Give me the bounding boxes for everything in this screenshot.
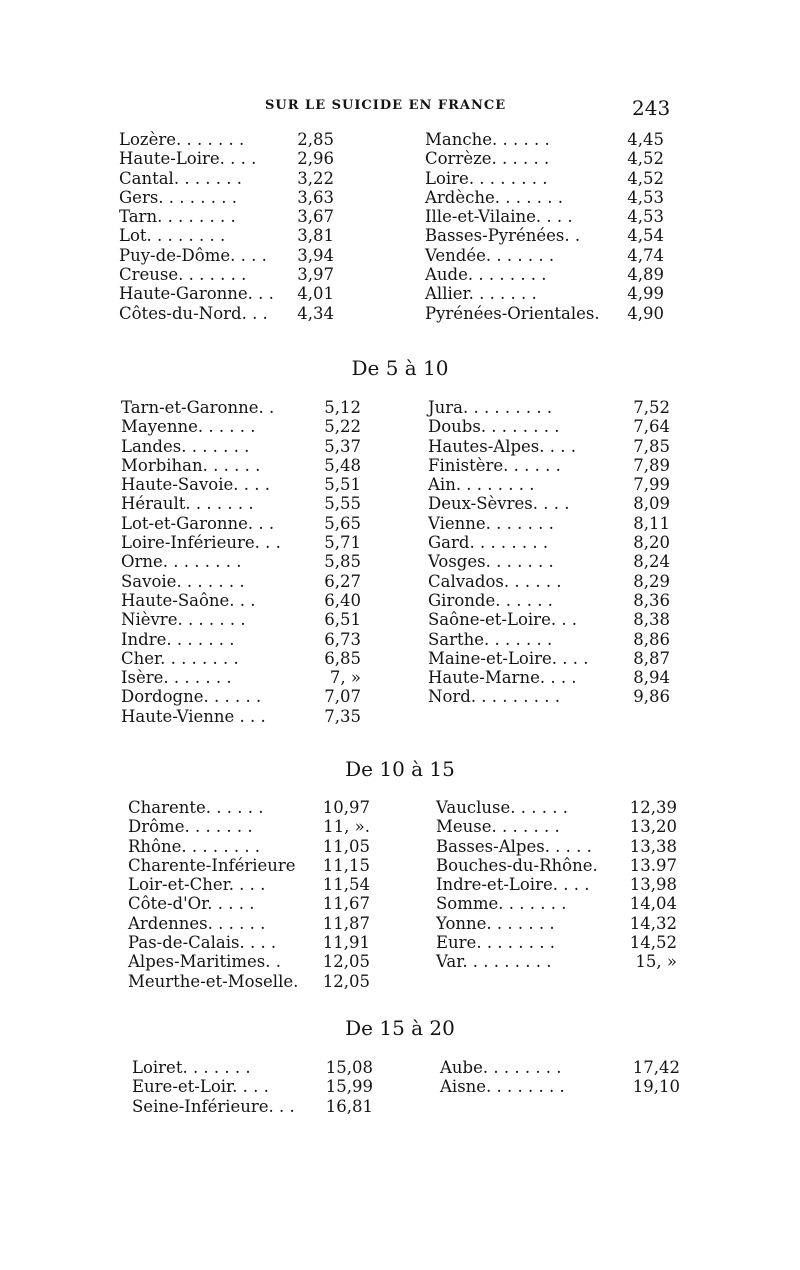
suicide-rate-value: 14,04 <box>629 894 677 914</box>
suicide-rate-value: 7,07 <box>324 687 361 707</box>
suicide-rate-value: 7,89 <box>633 455 670 475</box>
suicide-rate-value: 3,67 <box>297 207 334 227</box>
table-row <box>0 494 800 513</box>
suicide-rate-value: 4,53 <box>627 187 664 207</box>
suicide-rate-value: 8,38 <box>633 610 670 630</box>
table-row <box>0 630 800 649</box>
suicide-rate-value: 4,52 <box>627 149 664 169</box>
table-row <box>0 437 800 456</box>
table-group-3 <box>0 798 800 991</box>
suicide-rate-value: 11,15 <box>322 855 370 875</box>
department-name: Ain. . . . . . . . <box>428 475 535 495</box>
table-row <box>0 188 800 207</box>
department-name: Alpes-Maritimes. . <box>128 952 281 972</box>
running-title: SUR LE SUICIDE EN FRANCE <box>265 98 507 113</box>
department-name: Orne. . . . . . . . <box>121 552 242 572</box>
suicide-rate-value: 8,36 <box>633 590 670 610</box>
department-name: Loiret. . . . . . . <box>132 1058 251 1077</box>
department-name: Gard. . . . . . . . <box>428 533 549 553</box>
table-row <box>0 149 800 168</box>
suicide-rate-value: 7,99 <box>633 475 670 495</box>
suicide-rate-value: 17,42 <box>632 1058 680 1077</box>
table-group-4 <box>0 1058 800 1116</box>
department-name: Ille-et-Vilaine. . . . <box>425 207 573 227</box>
department-name: Loir-et-Cher. . . . <box>128 875 266 895</box>
department-name: Basses-Alpes. . . . . <box>436 836 592 856</box>
table-row <box>0 875 800 894</box>
department-name: Pyrénées-Orientales. <box>425 303 600 323</box>
suicide-rate-value: 5,22 <box>324 417 361 437</box>
suicide-rate-value: 6,40 <box>324 590 361 610</box>
department-name: Manche. . . . . . <box>425 130 550 149</box>
suicide-rate-value: 2,96 <box>297 149 334 169</box>
table-row <box>0 284 800 303</box>
department-name: Finistère. . . . . . <box>428 455 561 475</box>
suicide-rate-value: 4,74 <box>627 245 664 265</box>
suicide-rate-value: 8,29 <box>633 571 670 591</box>
suicide-rate-value: 8,09 <box>633 494 670 514</box>
department-name: Haute-Marne. . . . <box>428 668 577 688</box>
department-name: Haute-Saône. . . <box>121 590 256 610</box>
department-name: Côtes-du-Nord. . . <box>119 303 268 323</box>
table-row <box>0 533 800 552</box>
suicide-rate-value: 3,94 <box>297 245 334 265</box>
table-group-2 <box>0 398 800 726</box>
suicide-rate-value: 3,63 <box>297 187 334 207</box>
table-row <box>0 207 800 226</box>
suicide-rate-value: 5,55 <box>324 494 361 514</box>
table-row <box>0 894 800 913</box>
department-name: Corrèze. . . . . . <box>425 149 550 169</box>
department-name: Hautes-Alpes. . . . <box>428 436 576 456</box>
suicide-rate-value: 11,54 <box>322 875 370 895</box>
department-name: Var. . . . . . . . . <box>436 952 552 972</box>
department-name: Eure-et-Loir. . . . <box>132 1077 269 1097</box>
suicide-rate-value: 7, » <box>329 668 361 688</box>
suicide-rate-value: 4,54 <box>627 226 664 246</box>
suicide-rate-value: 4,52 <box>627 168 664 188</box>
suicide-rate-value: 8,94 <box>633 668 670 688</box>
department-name: Gironde. . . . . . <box>428 590 553 610</box>
department-name: Haute-Savoie. . . . <box>121 475 270 495</box>
suicide-rate-value: 6,73 <box>324 629 361 649</box>
suicide-rate-value: 5,65 <box>324 513 361 533</box>
department-name: Vienne. . . . . . . <box>428 513 554 533</box>
suicide-rate-value: 5,37 <box>324 436 361 456</box>
suicide-rate-value: 4,99 <box>627 284 664 304</box>
suicide-rate-value: 3,22 <box>297 168 334 188</box>
suicide-rate-value: 3,97 <box>297 265 334 285</box>
department-name: Nord. . . . . . . . . <box>428 687 560 707</box>
department-name: Dordogne. . . . . . <box>121 687 262 707</box>
table-row <box>0 591 800 610</box>
suicide-rate-value: 4,90 <box>627 303 664 323</box>
table-row <box>0 304 800 323</box>
department-name: Allier. . . . . . . <box>425 284 537 304</box>
suicide-rate-value: 10,97 <box>322 798 370 817</box>
table-row <box>0 1077 800 1096</box>
table-row <box>0 1058 800 1077</box>
department-name: Indre-et-Loire. . . . <box>436 875 590 895</box>
department-name: Sarthe. . . . . . . <box>428 629 553 649</box>
suicide-rate-value: 8,86 <box>633 629 670 649</box>
department-name: Lozère. . . . . . . <box>119 130 245 149</box>
suicide-rate-value: 6,27 <box>324 571 361 591</box>
table-row <box>0 226 800 245</box>
suicide-rate-value: 7,85 <box>633 436 670 456</box>
suicide-rate-value: 16,81 <box>325 1096 373 1116</box>
suicide-rate-value: 11,91 <box>322 933 370 953</box>
department-name: Haute-Loire. . . . <box>119 149 257 169</box>
suicide-rate-value: 14,52 <box>629 933 677 953</box>
suicide-rate-value: 6,85 <box>324 648 361 668</box>
department-name: Lot-et-Garonne. . . <box>121 513 275 533</box>
department-name: Calvados. . . . . . <box>428 571 562 591</box>
suicide-rate-value: 8,20 <box>633 533 670 553</box>
suicide-rate-value: 5,12 <box>324 398 361 417</box>
department-name: Charente-Inférieure <box>128 855 296 875</box>
department-name: Tarn-et-Garonne. . <box>121 398 275 417</box>
suicide-rate-value: 5,85 <box>324 552 361 572</box>
department-name: Nièvre. . . . . . . <box>121 610 246 630</box>
department-name: Mayenne. . . . . . <box>121 417 256 437</box>
suicide-rate-value: 11,67 <box>322 894 370 914</box>
table-row <box>0 475 800 494</box>
section-title-10-15: De 10 à 15 <box>345 757 455 781</box>
department-name: Somme. . . . . . . <box>436 894 567 914</box>
department-name: Bouches-du-Rhône. <box>436 855 598 875</box>
suicide-rate-value: 3,81 <box>297 226 334 246</box>
department-name: Ardennes. . . . . . <box>128 913 266 933</box>
table-row <box>0 687 800 706</box>
department-name: Ardèche. . . . . . . <box>425 187 563 207</box>
table-row <box>0 398 800 417</box>
suicide-rate-value: 11,87 <box>322 913 370 933</box>
department-name: Cher. . . . . . . . <box>121 648 239 668</box>
department-name: Charente. . . . . . <box>128 798 264 817</box>
table-row <box>0 817 800 836</box>
suicide-rate-value: 15,99 <box>325 1077 373 1097</box>
suicide-rate-value: 5,51 <box>324 475 361 495</box>
table-row <box>0 914 800 933</box>
table-row <box>0 649 800 668</box>
department-name: Drôme. . . . . . . <box>128 817 253 837</box>
table-row <box>0 707 800 726</box>
department-name: Basses-Pyrénées. . <box>425 226 581 246</box>
table-row <box>0 265 800 284</box>
department-name: Cantal. . . . . . . <box>119 168 243 188</box>
department-name: Aude. . . . . . . . <box>425 265 547 285</box>
table-row <box>0 552 800 571</box>
table-row <box>0 456 800 475</box>
department-name: Tarn. . . . . . . . <box>119 207 236 227</box>
department-name: Isère. . . . . . . <box>121 668 232 688</box>
suicide-rate-value: 13,38 <box>629 836 677 856</box>
department-name: Côte-d'Or. . . . . <box>128 894 255 914</box>
department-name: Savoie. . . . . . . <box>121 571 245 591</box>
department-name: Landes. . . . . . . <box>121 436 250 456</box>
page-number: 243 <box>632 96 671 120</box>
suicide-rate-value: 19,10 <box>632 1077 680 1097</box>
table-row <box>0 837 800 856</box>
department-name: Haute-Vienne . . . <box>121 706 266 726</box>
table-row <box>0 798 800 817</box>
table-row <box>0 130 800 149</box>
department-name: Vosges. . . . . . . <box>428 552 554 572</box>
section-title-5-10: De 5 à 10 <box>351 356 449 380</box>
suicide-rate-value: 7,52 <box>633 398 670 417</box>
department-name: Puy-de-Dôme. . . . <box>119 245 267 265</box>
suicide-rate-value: 7,64 <box>633 417 670 437</box>
table-row <box>0 668 800 687</box>
department-name: Doubs. . . . . . . . <box>428 417 560 437</box>
department-name: Rhône. . . . . . . . <box>128 836 261 856</box>
department-name: Aisne. . . . . . . . <box>440 1077 565 1097</box>
suicide-rate-value: 8,11 <box>633 513 670 533</box>
department-name: Seine-Inférieure. . . <box>132 1096 295 1116</box>
table-row <box>0 1097 800 1116</box>
suicide-rate-value: 7,35 <box>324 706 361 726</box>
department-name: Deux-Sèvres. . . . <box>428 494 570 514</box>
table-row <box>0 933 800 952</box>
suicide-rate-value: 14,32 <box>629 913 677 933</box>
department-name: Eure. . . . . . . . <box>436 933 555 953</box>
suicide-rate-value: 8,24 <box>633 552 670 572</box>
suicide-rate-value: 4,45 <box>627 130 664 149</box>
table-row <box>0 856 800 875</box>
department-name: Loire. . . . . . . . <box>425 168 548 188</box>
suicide-rate-value: 13.97 <box>629 855 677 875</box>
suicide-rate-value: 9,86 <box>633 687 670 707</box>
department-name: Jura. . . . . . . . . <box>428 398 553 417</box>
suicide-rate-value: 12,39 <box>629 798 677 817</box>
suicide-rate-value: 13,20 <box>629 817 677 837</box>
suicide-rate-value: 15, » <box>635 952 677 972</box>
table-row <box>0 514 800 533</box>
department-name: Haute-Garonne. . . <box>119 284 274 304</box>
suicide-rate-value: 11, ». <box>323 817 370 837</box>
table-row <box>0 169 800 188</box>
department-name: Creuse. . . . . . . <box>119 265 247 285</box>
table-row <box>0 610 800 629</box>
department-name: Morbihan. . . . . . <box>121 455 261 475</box>
table-row <box>0 952 800 971</box>
department-name: Aube. . . . . . . . <box>440 1058 562 1077</box>
department-name: Pas-de-Calais. . . . <box>128 933 277 953</box>
suicide-rate-value: 4,53 <box>627 207 664 227</box>
suicide-rate-value: 5,48 <box>324 455 361 475</box>
suicide-rate-value: 13,98 <box>629 875 677 895</box>
department-name: Loire-Inférieure. . . <box>121 533 281 553</box>
section-title-15-20: De 15 à 20 <box>345 1016 455 1040</box>
suicide-rate-value: 4,89 <box>627 265 664 285</box>
department-name: Lot. . . . . . . . <box>119 226 226 246</box>
department-name: Saône-et-Loire. . . <box>428 610 578 630</box>
department-name: Hérault. . . . . . . <box>121 494 254 514</box>
suicide-rate-value: 8,87 <box>633 648 670 668</box>
department-name: Gers. . . . . . . . <box>119 187 237 207</box>
department-name: Indre. . . . . . . <box>121 629 235 649</box>
suicide-rate-value: 12,05 <box>322 971 370 991</box>
department-name: Maine-et-Loire. . . . <box>428 648 589 668</box>
suicide-rate-value: 4,34 <box>297 303 334 323</box>
suicide-rate-value: 6,51 <box>324 610 361 630</box>
suicide-rate-value: 4,01 <box>297 284 334 304</box>
suicide-rate-value: 2,85 <box>297 130 334 149</box>
suicide-rate-value: 15,08 <box>325 1058 373 1077</box>
department-name: Meurthe-et-Moselle. <box>128 971 299 991</box>
department-name: Vendée. . . . . . . <box>425 245 555 265</box>
suicide-rate-value: 11,05 <box>322 836 370 856</box>
suicide-rate-value: 12,05 <box>322 952 370 972</box>
table-row <box>0 972 800 991</box>
department-name: Yonne. . . . . . . <box>436 913 555 933</box>
table-group-1 <box>0 130 800 323</box>
table-row <box>0 246 800 265</box>
table-row <box>0 417 800 436</box>
suicide-rate-value: 5,71 <box>324 533 361 553</box>
table-row <box>0 572 800 591</box>
department-name: Vaucluse. . . . . . <box>436 798 568 817</box>
department-name: Meuse. . . . . . . <box>436 817 560 837</box>
